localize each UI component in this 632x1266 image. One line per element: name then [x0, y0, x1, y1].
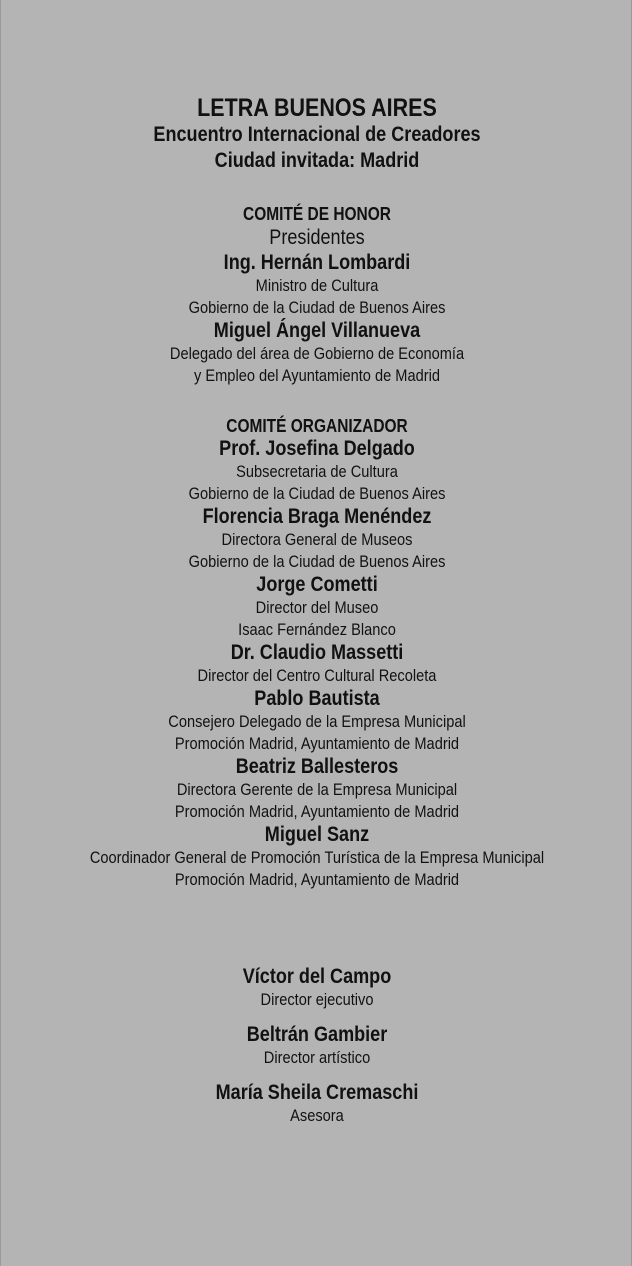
- member-name: Prof. Josefina Delgado: [219, 437, 415, 460]
- member-role: Gobierno de la Ciudad de Buenos Aires: [188, 484, 446, 503]
- organizing-committee: [45, 415, 589, 891]
- member-role: Directora General de Museos: [221, 530, 413, 549]
- member-entry: [45, 319, 589, 387]
- member-role: Director del Centro Cultural Recoleta: [197, 666, 437, 685]
- staff-entry: [45, 965, 589, 1011]
- member-entry: [45, 573, 589, 641]
- member-name: Florencia Braga Menéndez: [202, 505, 432, 528]
- staff-list: [45, 965, 589, 1127]
- honor-committee-heading: COMITÉ DE HONOR: [243, 204, 391, 224]
- honor-committee: [45, 203, 589, 387]
- member-entry: [45, 251, 589, 319]
- member-role: Subsecretaria de Cultura: [236, 462, 398, 481]
- member-name: Dr. Claudio Massetti: [230, 641, 404, 664]
- header-block: [45, 94, 589, 174]
- member-role: Gobierno de la Ciudad de Buenos Aires: [188, 298, 446, 317]
- staff-name: Beltrán Gambier: [246, 1023, 388, 1046]
- staff-role: Director ejecutivo: [260, 990, 374, 1009]
- member-role: Promoción Madrid, Ayuntamiento de Madrid: [174, 734, 460, 753]
- member-name: Miguel Sanz: [264, 823, 370, 846]
- member-role: Directora Gerente de la Empresa Municipal: [176, 780, 458, 799]
- member-role: Consejero Delegado de la Empresa Municipal: [168, 712, 466, 731]
- member-entry: [45, 823, 589, 891]
- member-entry: [45, 687, 589, 755]
- member-role: Promoción Madrid, Ayuntamiento de Madrid: [174, 802, 460, 821]
- member-entry: [45, 437, 589, 505]
- member-role: Director del Museo: [255, 598, 379, 617]
- member-name: Beatriz Ballesteros: [235, 755, 399, 778]
- member-role: Isaac Fernández Blanco: [238, 620, 396, 639]
- member-role: y Empleo del Ayuntamiento de Madrid: [194, 366, 440, 385]
- event-subtitle: Encuentro Internacional de Creadores: [153, 123, 481, 146]
- member-name: Ing. Hernán Lombardi: [223, 251, 411, 274]
- staff-name: Víctor del Campo: [242, 965, 392, 988]
- member-name: Miguel Ángel Villanueva: [213, 319, 421, 342]
- presidents-label: Presidentes: [269, 226, 365, 249]
- member-role: Promoción Madrid, Ayuntamiento de Madrid: [174, 870, 460, 889]
- member-name: Pablo Bautista: [254, 687, 380, 710]
- event-title: LETRA BUENOS AIRES: [197, 94, 437, 122]
- staff-entry: [45, 1023, 589, 1069]
- member-entry: [45, 505, 589, 573]
- staff-entry: [45, 1081, 589, 1127]
- member-entry: [45, 641, 589, 687]
- organizing-committee-heading: COMITÉ ORGANIZADOR: [226, 416, 408, 436]
- guest-city: Ciudad invitada: Madrid: [214, 149, 420, 172]
- staff-name: María Sheila Cremaschi: [215, 1081, 419, 1104]
- member-role: Delegado del área de Gobierno de Economía: [169, 344, 465, 363]
- member-entry: [45, 755, 589, 823]
- member-role: Ministro de Cultura: [255, 276, 379, 295]
- member-name: Jorge Cometti: [256, 573, 378, 596]
- member-role: Coordinador General de Promoción Turística de la Empresa Municipal: [89, 848, 545, 867]
- member-role: Gobierno de la Ciudad de Buenos Aires: [188, 552, 446, 571]
- staff-role: Director artístico: [263, 1048, 371, 1067]
- staff-role: Asesora: [290, 1106, 344, 1125]
